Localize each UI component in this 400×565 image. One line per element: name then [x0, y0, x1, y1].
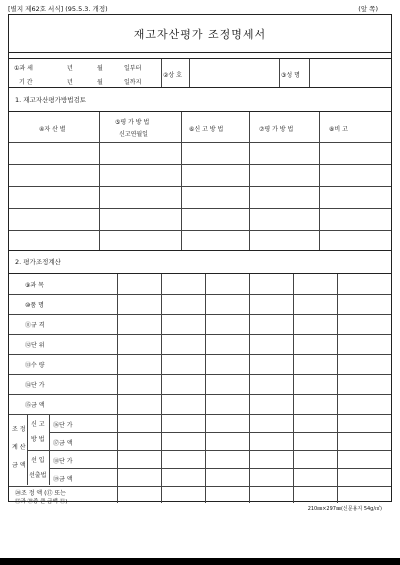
paper-spec: 210㎜×297㎜(신문용지 54g/㎡) [307, 506, 382, 512]
row-spec: ⑪규 격 [25, 322, 45, 329]
year-label-1: 년 [67, 65, 73, 72]
section2-title: 2. 평가조정계산 [15, 258, 61, 266]
adjust-label-1: 조 정 [12, 426, 26, 433]
amount-1: ⑰금 액 [53, 440, 73, 447]
to-label: 일까지 [124, 79, 142, 86]
page-side: (앞 쪽) [358, 5, 378, 13]
amount-2: ⑲금 액 [53, 476, 73, 483]
row-unit-price: ⑭단 가 [25, 382, 45, 389]
info-row [9, 58, 391, 88]
month-label-2: 월 [97, 79, 103, 86]
name-label: ③성 명 [281, 72, 300, 79]
period-label-1: ①과 세 [14, 65, 33, 72]
col-eval-method-2: ⑦평 가 방 법 [259, 126, 294, 133]
col-eval-method: ⑤평 가 방 법 [115, 119, 150, 126]
row-unit: ⑫단 위 [25, 342, 45, 349]
sub2-a: 선 입 [31, 457, 45, 464]
row-item-name: ⑩품 명 [25, 302, 44, 309]
row-amount: ⑮금 액 [25, 402, 45, 409]
month-label-1: 월 [97, 65, 103, 72]
unit-price-2: ⑱단 가 [53, 458, 73, 465]
company-label: ②상 호 [163, 72, 182, 79]
from-label: 일부터 [124, 65, 142, 72]
final-adjust-2: ⑬과 ⑲중 큰 금액-⑮) [15, 499, 68, 505]
col-report-method: ⑥신 고 방 법 [189, 126, 224, 133]
form-frame [8, 14, 392, 505]
adjust-label-2: 계 산 [12, 444, 26, 451]
sub2-b: 선출법 [29, 472, 47, 479]
sub1-b: 방 법 [31, 436, 45, 443]
sub1-a: 신 고 [31, 421, 45, 428]
col-asset: ④자 산 별 [39, 126, 66, 133]
page-title: 재고자산평가 조정명세서 [9, 15, 391, 53]
year-label-2: 년 [67, 79, 73, 86]
section1-table [9, 111, 391, 251]
col-remarks: ⑧비 고 [329, 126, 348, 133]
col-report-date: 신고연월일 [119, 131, 148, 138]
row-quantity: ⑬수 량 [25, 362, 45, 369]
final-adjust-1: ⑳조 정 액 (⑰ 또는 [15, 490, 66, 497]
section2-table [9, 273, 391, 503]
adjust-label-3: 금 액 [12, 462, 26, 469]
period-label-2: 기 간 [19, 79, 33, 86]
unit-price-1: ⑯단 가 [53, 422, 73, 429]
form-number: [별지 제62호 서식] (95.5.3. 개정) [8, 5, 108, 13]
bottom-bar [0, 558, 400, 565]
row-subject: ⑨과 목 [25, 282, 44, 289]
section1-title: 1. 재고자산평가방법검토 [15, 96, 87, 104]
